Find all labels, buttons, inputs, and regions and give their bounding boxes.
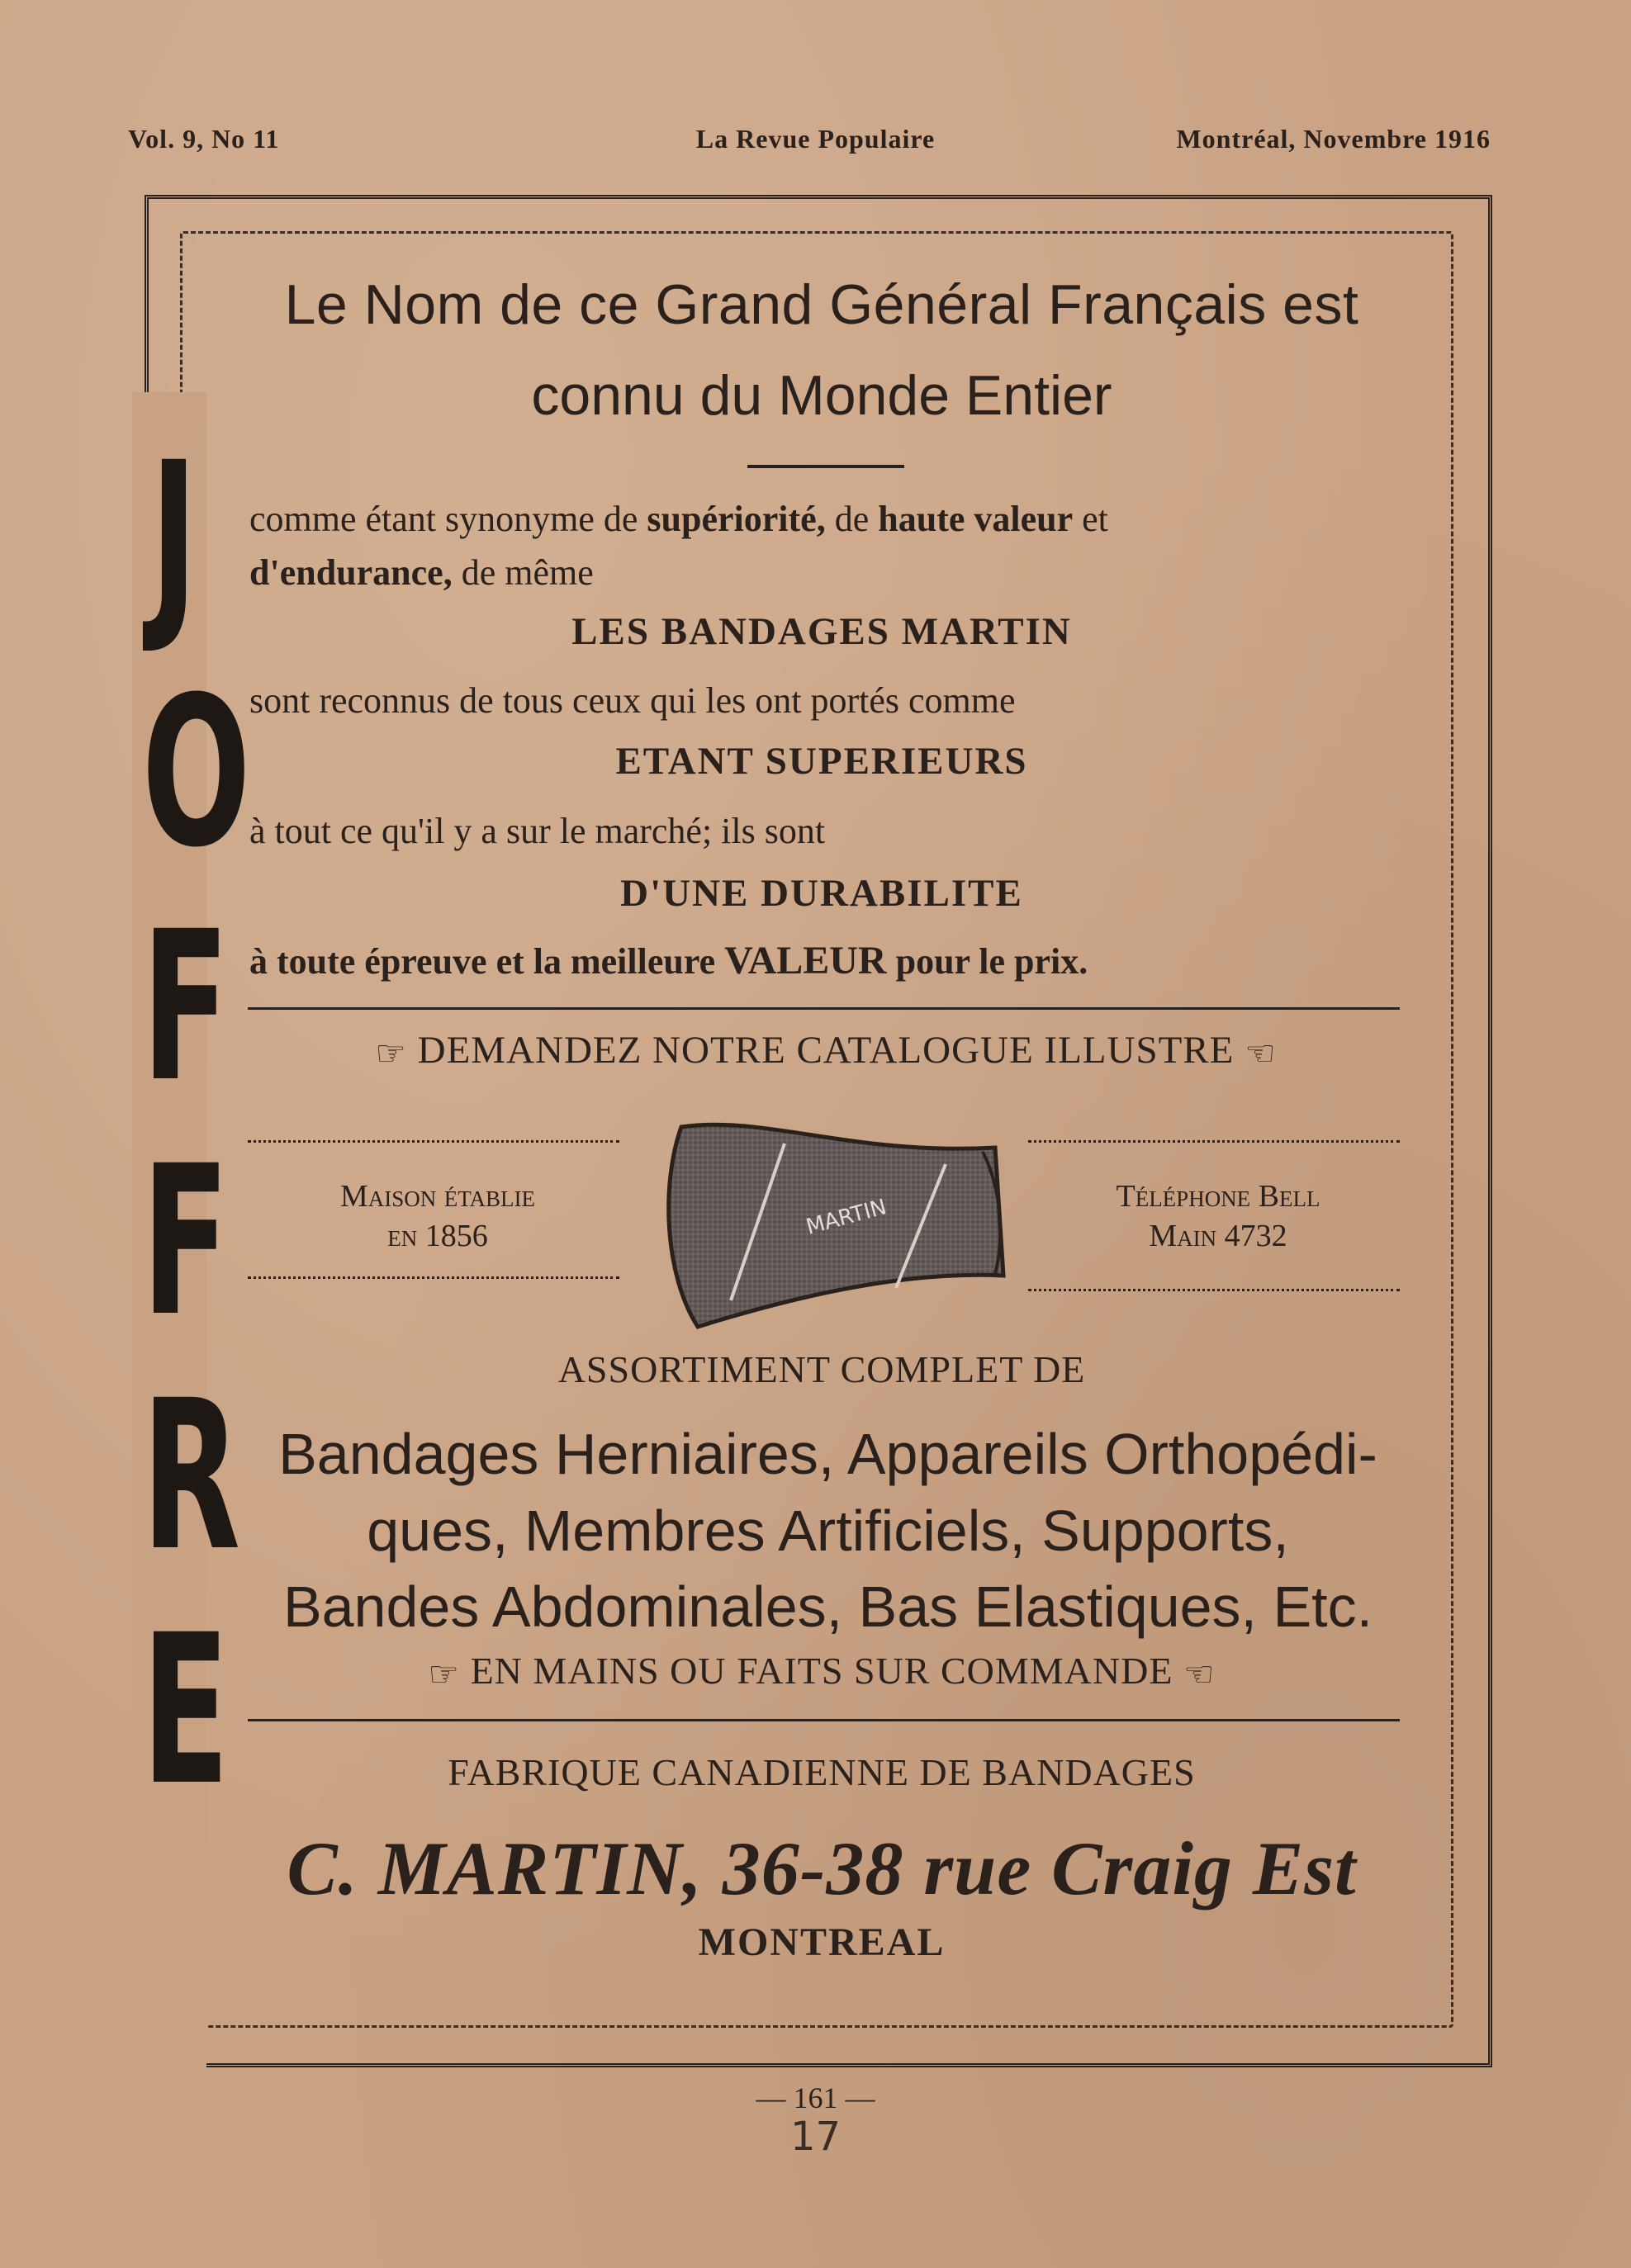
right-wave-bottom — [1028, 1284, 1400, 1291]
paragraph-1-line2 — [249, 549, 1406, 597]
bandage-illustration — [648, 1110, 1012, 1333]
ad-title-line2: connu du Monde Entier — [531, 364, 1112, 427]
vertical-letter: E — [141, 1590, 230, 1830]
product-list-line1: Bandages Herniaires, Appareils Orthopédi- — [278, 1422, 1377, 1486]
title-divider — [747, 465, 904, 468]
bandage-label: MARTIN — [803, 1195, 889, 1240]
left-wave-top — [248, 1135, 619, 1143]
paragraph-2: sont reconnus de tous ceux qui les ont portés comme — [249, 680, 1016, 721]
divider-2 — [248, 1719, 1400, 1721]
volume-number: Vol. 9, No 11 — [128, 124, 280, 154]
divider-1 — [248, 1007, 1400, 1010]
fabrique-line: FABRIQUE CANADIENNE DE BANDAGES — [448, 1751, 1196, 1793]
address-line: C. MARTIN, 36-38 rue Craig Est — [287, 1826, 1357, 1911]
pointing-hand-right-icon: ☞ — [375, 1035, 407, 1074]
publication-title: La Revue Populaire — [695, 124, 936, 154]
right-wave-top — [1028, 1135, 1400, 1143]
assortiment-heading: ASSORTIMENT COMPLET DE — [557, 1348, 1086, 1390]
text-bold: supériorité, — [647, 499, 826, 539]
maison-line2: en 1856 — [387, 1219, 488, 1253]
paragraph-3: à tout ce qu'il y a sur le marché; ils sont — [249, 811, 826, 851]
text-span: comme étant synonyme de — [249, 499, 647, 539]
headline-bandages-martin: LES BANDAGES MARTIN — [571, 610, 1072, 653]
page-number: — 161 — — [756, 2081, 875, 2114]
paragraph-4 — [249, 937, 1406, 986]
maison-info — [248, 1177, 628, 1256]
product-list-line2: ques, Membres Artificiels, Supports, — [367, 1499, 1289, 1563]
vertical-name-joffre — [122, 418, 251, 1830]
vertical-letter: F — [141, 887, 230, 1127]
text-span: pour le prix. — [886, 941, 1088, 982]
text-bold: d'endurance, — [249, 552, 453, 593]
text-span: de — [825, 499, 879, 539]
maison-line1: Maison établie — [339, 1179, 536, 1214]
telephone-info — [1024, 1177, 1412, 1256]
pointing-hand-left-icon: ☜ — [1245, 1035, 1277, 1074]
place-date: Montréal, Novembre 1916 — [1176, 124, 1491, 154]
text-span: de même — [452, 552, 594, 593]
headline-durabilite: D'UNE DURABILITE — [620, 872, 1023, 915]
text-span: à toute épreuve et la meilleure — [249, 941, 725, 982]
vertical-letter: J — [149, 418, 198, 658]
text-bold: VALEUR — [724, 939, 887, 982]
en-mains-text: EN MAINS OU FAITS SUR COMMANDE — [470, 1650, 1173, 1692]
catalog-line — [248, 1028, 1404, 1074]
left-wave-bottom — [248, 1271, 619, 1279]
headline-etant-superieurs: ETANT SUPERIEURS — [615, 740, 1028, 783]
vertical-letter: O — [141, 652, 251, 893]
product-list-line3: Bandes Abdominales, Bas Elastiques, Etc. — [282, 1574, 1373, 1639]
city-line: MONTREAL — [698, 1920, 946, 1964]
pointing-hand-right-icon: ☞ — [428, 1656, 461, 1695]
text-bold: haute valeur — [878, 499, 1074, 539]
handwritten-number: 17 — [789, 2114, 842, 2160]
pointing-hand-left-icon: ☜ — [1183, 1656, 1216, 1695]
vertical-letter: R — [141, 1356, 241, 1596]
ad-title-line1: Le Nom de ce Grand Général Français est — [284, 273, 1359, 336]
paragraph-1-line1 — [249, 495, 1406, 543]
catalog-text: DEMANDEZ NOTRE CATALOGUE ILLUSTRE — [417, 1029, 1235, 1072]
text-span: et — [1073, 499, 1108, 539]
vertical-letter: F — [141, 1121, 230, 1361]
en-mains-line — [231, 1649, 1412, 1695]
telephone-line1: Téléphone Bell — [1116, 1179, 1320, 1214]
telephone-line2: Main 4732 — [1149, 1219, 1287, 1253]
